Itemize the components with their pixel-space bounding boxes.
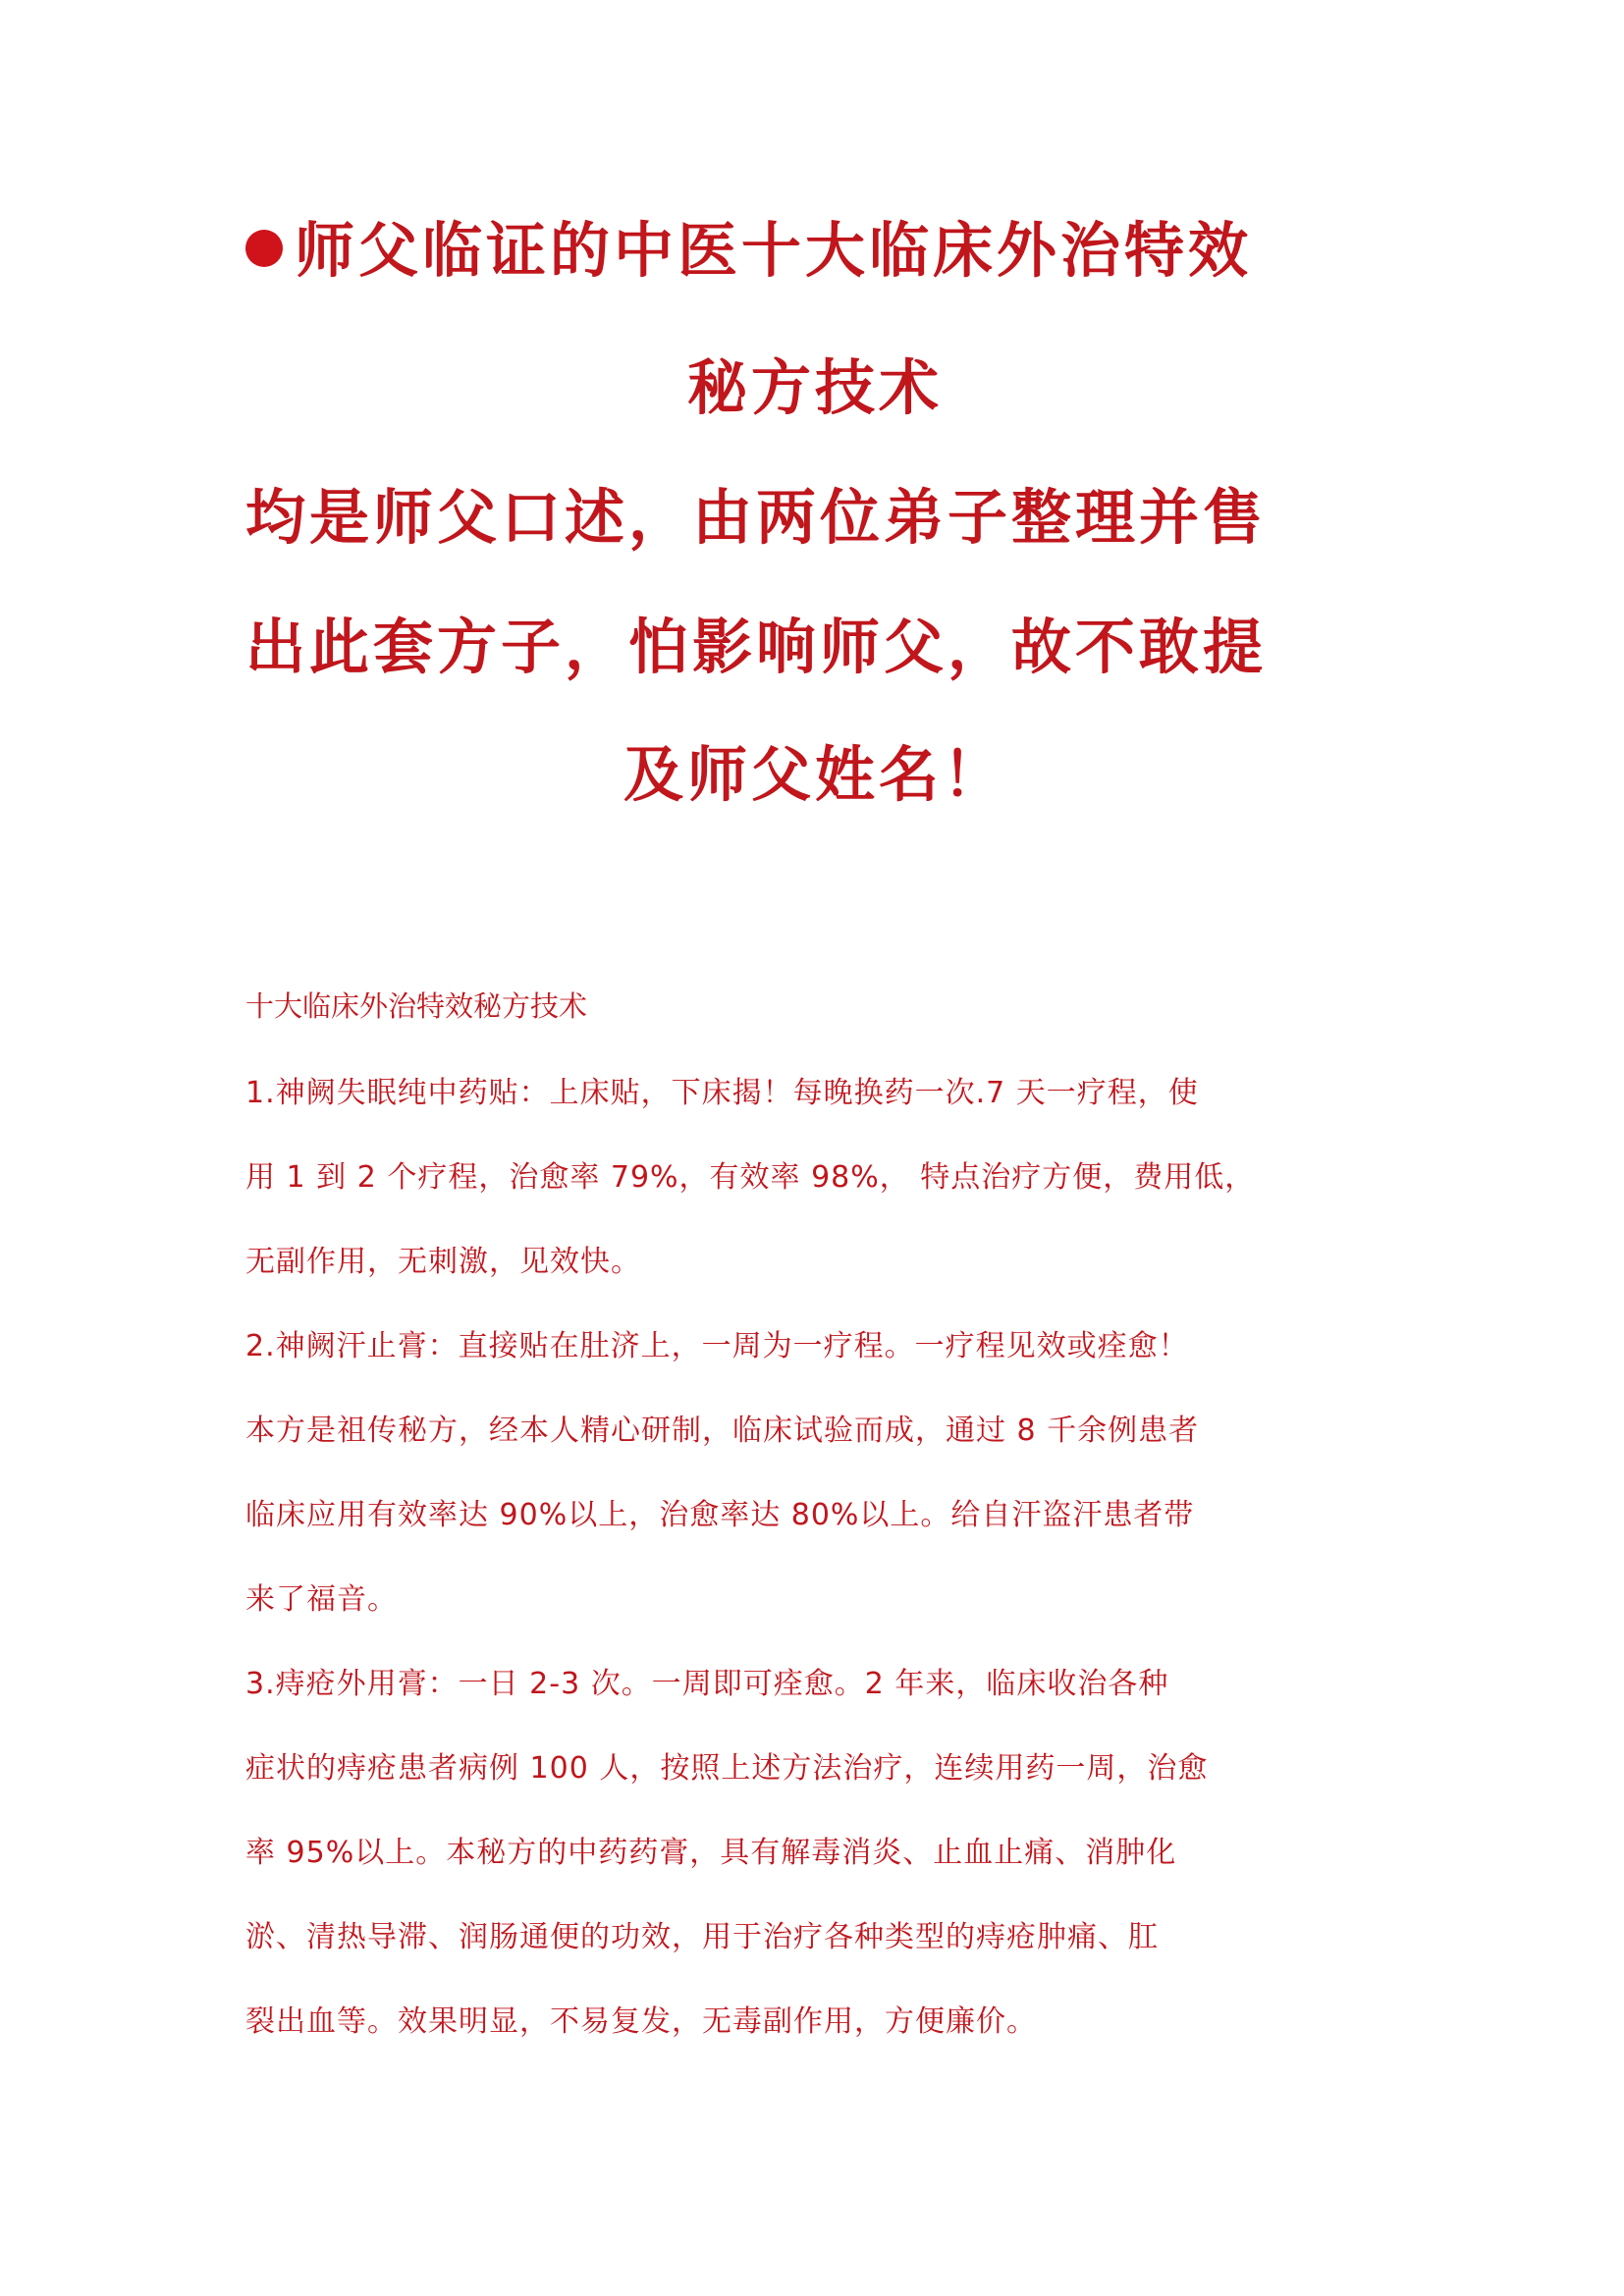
- heading-line-4: 出此套方子，怕影响师父，故不敢提: [245, 613, 1268, 682]
- heading-line-2: 秘方技术: [686, 353, 943, 423]
- heading-line-1: [245, 214, 1384, 289]
- heading-text-1: 师父临证的中医十大临床外治特效: [295, 216, 1253, 286]
- paragraph-3-line-3: 率 95%以上。本秘方的中药药膏，具有解毒消炎、止血止痛、消肿化: [245, 1836, 1177, 1870]
- section-title: 十大临床外治特效秘方技术: [245, 989, 588, 1023]
- heading-line-3: 均是师父口述，由两位弟子整理并售: [245, 483, 1268, 553]
- paragraph-3-line-2: 症状的痔疮患者病例 100 人，按照上述方法治疗，连续用药一周，治愈: [245, 1751, 1209, 1786]
- paragraph-1-line-2: 用 1 到 2 个疗程，治愈率 79%，有效率 98%， 特点治疗方便，费用低，: [245, 1160, 1256, 1195]
- paragraph-1-line-3: 无副作用，无刺激，见效快。: [245, 1245, 641, 1279]
- paragraph-3-line-5: 裂出血等。效果明显，不易复发，无毒副作用，方便廉价。: [245, 2004, 1037, 2039]
- paragraph-2-line-1: 2.神阙汗止膏：直接贴在肚济上，一周为一疗程。一疗程见效或痊愈！: [245, 1329, 1189, 1363]
- red-bullet-icon: [245, 230, 283, 267]
- paragraph-2-line-4: 来了福音。: [245, 1582, 398, 1617]
- paragraph-3-line-1: 3.痔疮外用膏：一日 2-3 次。一周即可痊愈。2 年来，临床收治各种: [245, 1667, 1169, 1701]
- paragraph-3-line-4: 淤、清热导滞、润肠通便的功效，用于治疗各种类型的痔疮肿痛、肛: [245, 1920, 1159, 1954]
- paragraph-2-line-3: 临床应用有效率达 90%以上，治愈率达 80%以上。给自汗盗汗患者带: [245, 1498, 1195, 1532]
- paragraph-1-line-1: 1.神阙失眠纯中药贴：上床贴，下床揭！每晚换药一次.7 天一疗程，使: [245, 1076, 1199, 1110]
- paragraph-2-line-2: 本方是祖传秘方，经本人精心研制，临床试验而成，通过 8 千余例患者: [245, 1414, 1200, 1448]
- heading-line-5: 及师父姓名！: [623, 740, 1006, 810]
